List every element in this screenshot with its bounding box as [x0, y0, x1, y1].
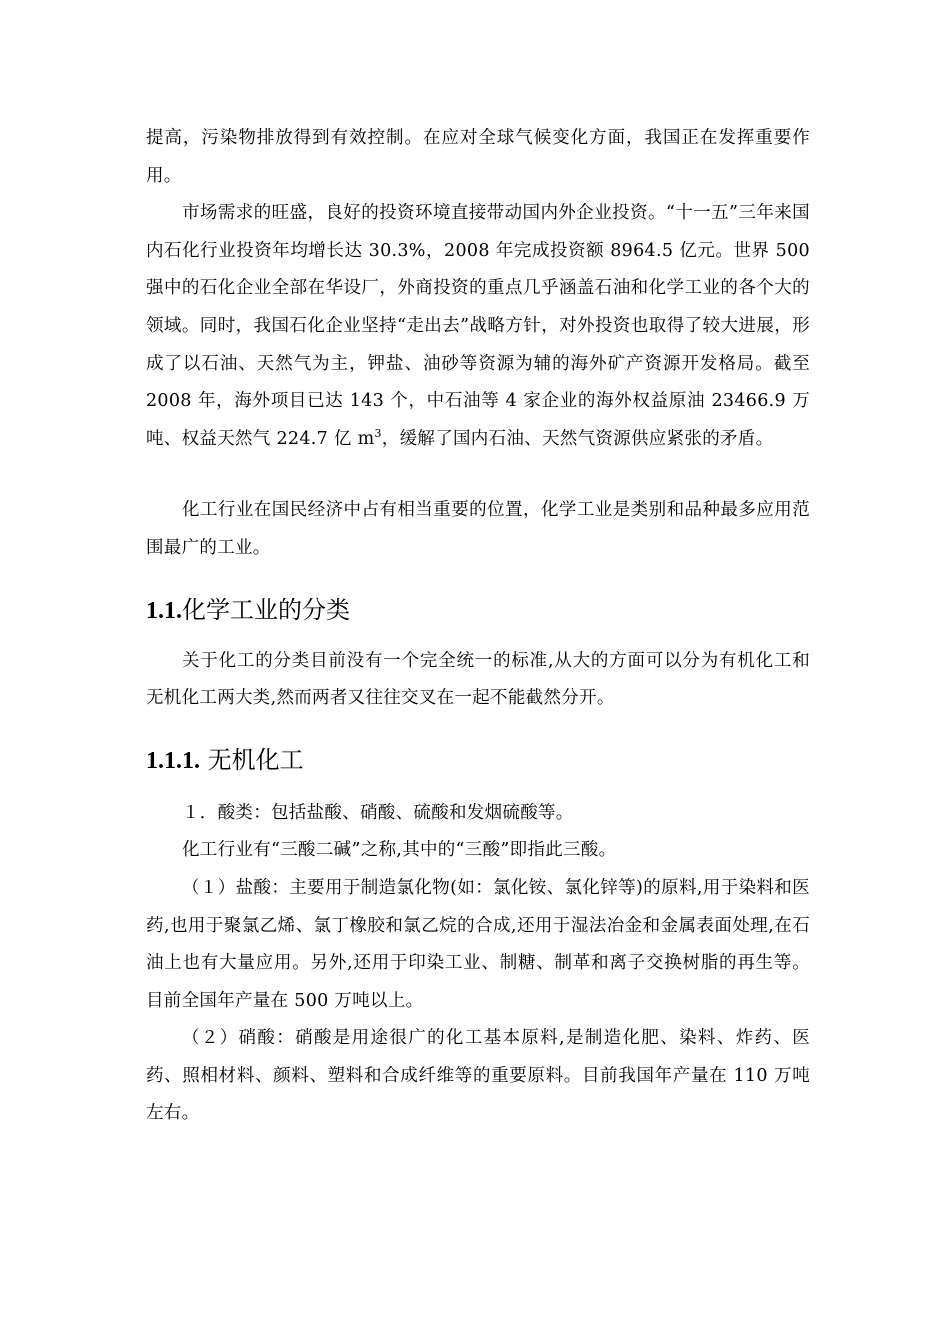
- subsection-heading: [146, 740, 810, 781]
- nitric-acid-item: （２）硝酸：硝酸是用途很广的化工基本原料,是制造化肥、染料、炸药、医药、照相材料、颜料、塑料和合成纤维等的重要原料。目前我国年产量在 110 万吨左右。: [146, 1028, 810, 1124]
- cubic-superscript: 3: [374, 426, 382, 440]
- paragraph-chemical-industry: 化工行业在国民经济中占有相当重要的位置，化学工业是类别和品种最多应用范围最广的工业。: [146, 500, 810, 558]
- hydrochloric-acid-item: （１）盐酸：主要用于制造氯化物(如：氯化铵、氯化锌等)的原料,用于染料和医药,也用于聚氯乙烯、氯丁橡胶和氯乙烷的合成,还用于湿法冶金和金属表面处理,在石油上也有大量应用。另外,还用于印染工业、制糖、制革和离子交换树脂的再生等。目前全国年产量在 500 万吨以上。: [146, 877, 810, 1011]
- section-intro: 关于化工的分类目前没有一个完全统一的标准,从大的方面可以分为有机化工和无机化工两大类,然而两者又往往交叉在一起不能截然分开。: [146, 650, 810, 709]
- section-title: 化学工业的分类: [182, 595, 350, 624]
- paragraph-pollution: 提高，污染物排放得到有效控制。在应对全球气候变化方面，我国正在发挥重要作用。: [146, 128, 810, 186]
- acid-note: 化工行业有“三酸二碱”之称,其中的“三酸”即指此三酸。: [182, 840, 617, 861]
- paragraph-investment-tail: ，缓解了国内石油、天然气资源供应紧张的矛盾。: [381, 428, 774, 449]
- section-heading: [146, 590, 810, 631]
- section-number: 1.1.: [146, 597, 182, 624]
- subsection-title: 无机化工: [200, 745, 304, 774]
- acid-heading: １．酸类：包括盐酸、硝酸、硫酸和发烟硫酸等。: [182, 802, 574, 823]
- document-page: [146, 120, 810, 1133]
- paragraph-investment-text: 市场需求的旺盛，良好的投资环境直接带动国内外企业投资。“十一五”三年来国内石化行业投资年均增长达 30.3%，2008 年完成投资额 8964.5 亿元。世界 500 强中的石化企业全部在华设厂，外商投资的重点几乎涵盖石油和化学工业的各个大的领域。同时，我国石化企业坚持“走出去”战略方针，对外投资也取得了较大进展，形成了以石油、天然气为主，钾盐、油砂等资源为辅的海外矿产资源开发格局。截至 2008 年，海外项目已达 143 个，中石油等 4 家企业的海外权益原油 23466.9 万吨、权益天然气 224.7 亿 m: [146, 203, 810, 449]
- subsection-number: 1.1.1.: [146, 747, 200, 774]
- paragraph-investment: [146, 195, 810, 458]
